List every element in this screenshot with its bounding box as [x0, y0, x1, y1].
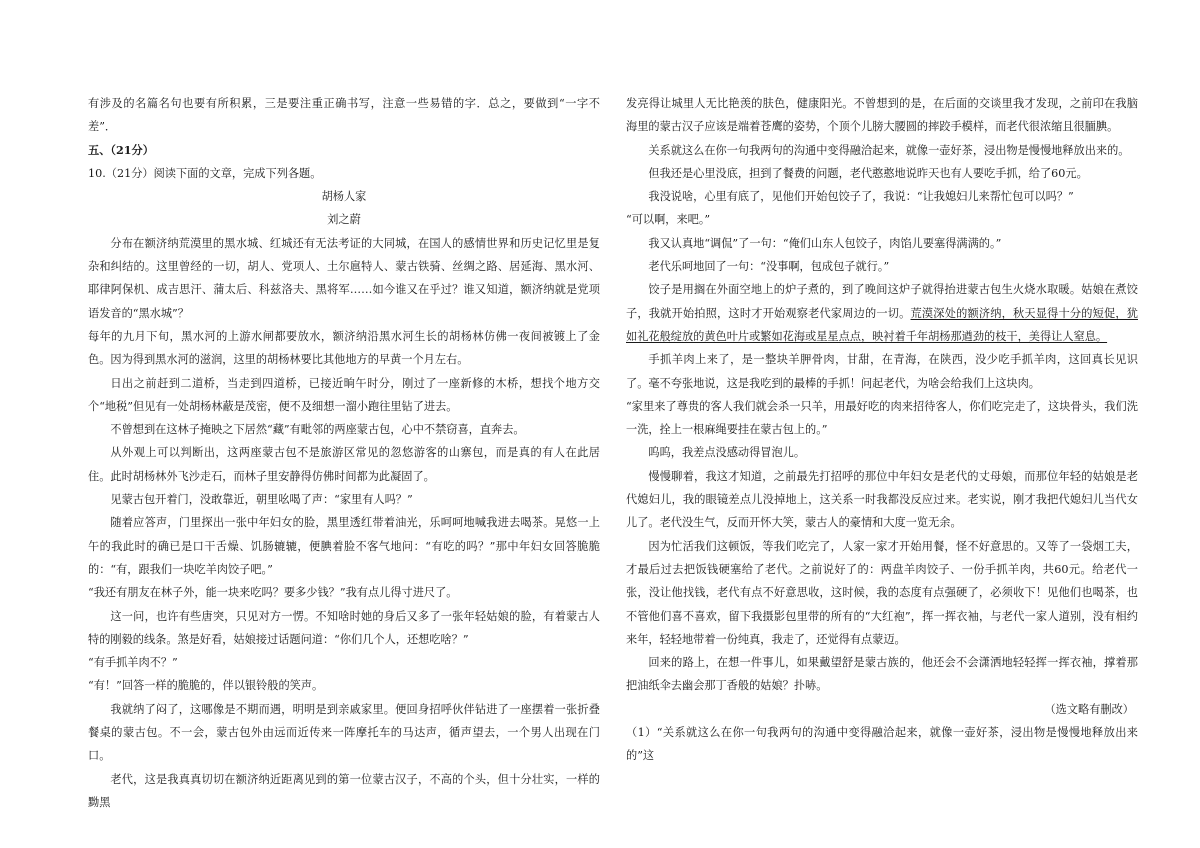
question-stem: 10.（21分）阅读下面的文章，完成下列各题。 — [88, 166, 322, 180]
paragraph: “家里来了尊贵的客人我们就会杀一只羊，用最好吃的肉来招待客人，你们吃完走了，这块骨头，我们洗一洗，拴上一根麻绳要挂在蒙古包上的。” — [626, 399, 1138, 437]
paragraph: “我还有朋友在林子外，能一块来吃吗？要多少钱？”我有点儿得寸进尺了。 — [88, 586, 458, 600]
paragraph: 分布在额济纳荒漠里的黑水城、红城还有无法考证的大同城，在国人的感情世界和历史记忆里是复杂和纠结的。这里曾经的一切，胡人、党项人、土尔扈特人、蒙古铁骑、丝绸之路、居延海、黑水河、耶律阿保机、成吉思汗、蒲太后、科兹洛夫、黑将军……如今谁又在乎过？谁又知道，额济纳就是党项语发音的“黑水城”？ — [88, 236, 600, 320]
paragraph: 不曾想到在这林子掩映之下居然“藏”有毗邻的两座蒙古包，心中不禁窃喜，直奔去。 — [110, 423, 525, 437]
article-title: 胡杨人家 — [321, 190, 367, 204]
paragraph: 日出之前赶到二道桥，当走到四道桥，已接近晌午时分，刚过了一座新修的木桥，想找个地方交个“地税”但见有一处胡杨林蔽是茂密，便不及细想一溜小跑往里钻了进去。 — [88, 376, 600, 413]
paragraph: 但我还是心里没底，担到了餐费的问题，老代憨憨地说昨天也有人要吃手抓，给了60元。 — [648, 166, 1088, 180]
dumpling-text: 饺子是用搁在外面空地上的炉子煮的，到了晚间这炉子就得抬进蒙古包生火烧水取暖。姑娘在煮饺子，我就开始拍照，这时才开始观察老代家周边的一切。 — [626, 283, 1138, 320]
left-column — [88, 92, 600, 814]
paragraph: 慢慢聊着，我这才知道，之前最先打招呼的那位中年妇女是老代的丈母娘，而那位年轻的姑娘是老代媳妇儿，我的眼镜差点儿没掉地上，这关系一时我都没反应过来。老实说，刚才我把代媳妇儿当代女儿了。老代没生气，反而开怀大笑，蒙古人的豪情和大度一览无余。 — [626, 469, 1138, 530]
paragraph: 呜呜，我差点没感动得冒泡儿。 — [648, 446, 806, 460]
paragraph: 我又认真地“调侃”了一句：“俺们山东人包饺子，肉馅儿要塞得满满的。” — [648, 236, 1002, 250]
right-column — [626, 92, 1138, 768]
paragraph: 发亮得让城里人无比艳羡的肤色，健康阳光。不曾想到的是，在后面的交谈里我才发现，之前印在我脑海里的蒙古汉子应该是端着苍鹰的姿势，个顶个儿膀大腰圆的摔跤手模样，而老代很浓缩且很腼腆。 — [626, 97, 1138, 134]
intro-tail: 有涉及的名篇名句也要有所积累，三是要注重正确书写，注意一些易错的字．总之，要做到“一字不差”． — [88, 97, 600, 134]
paragraph: 我就纳了闷了，这哪像是不期而遇，明明是到亲戚家里。便回身招呼伙伴钻进了一座摆着一张折叠餐桌的蒙古包。不一会，蒙古包外由远而近传来一阵摩托车的马达声，循声望去，一个男人出现在门口。 — [88, 702, 600, 763]
source-note: （选文略有删改） — [1044, 702, 1134, 716]
section-heading: 五、（21分） — [88, 142, 154, 157]
paragraph: 我没说啥，心里有底了，见他们开始包饺子了，我说：“让我媳妇儿来帮忙包可以吗？” — [648, 190, 1074, 204]
underlined-sentence: 荒漠深处的额济纳，秋天显得十分的短促，犹如礼花般绽放的黄色叶片或繁如花海或星星点点，映衬着千年胡杨那遒劲的枝干，美得让人窒息。 — [626, 306, 1138, 343]
paragraph: 随着应答声，门里探出一张中年妇女的脸，黑里透红带着油光，乐呵呵地喊我进去喝茶。晃悠一上午的我此时的确已是口干舌燥、饥肠辘辘，便腆着脸不客气地问：“有吃的吗？”那中年妇女回答脆脆的：“有，跟我们一块吃羊肉饺子吧。” — [88, 516, 600, 576]
paragraph: “可以啊，来吧。” — [626, 213, 711, 227]
paragraph: 手抓羊肉上来了，是一整块羊胛骨肉，甘甜，在青海，在陕西，没少吃手抓羊肉，这回真长见识了。毫不夸张地说，这是我吃到的最棒的手抓！问起老代，为啥会给我们上这块肉。 — [626, 353, 1138, 390]
article-author: 刘之蔚 — [327, 213, 361, 227]
sub-question-1: （1）“关系就这么在你一句我两句的沟通中变得融洽起来，就像一壶好茶，浸出物是慢慢地释放出来的”这 — [626, 726, 1138, 763]
paragraph: “有！”回答一样的脆脆的，伴以银铃般的笑声。 — [88, 679, 324, 693]
paragraph: “有手抓羊肉不？” — [88, 656, 178, 670]
paragraph: 从外观上可以判断出，这两座蒙古包不是旅游区常见的忽悠游客的山寨包，而是真的有人在此居住。此时胡杨林外飞沙走石，而林子里安静得仿佛时间都为此凝固了。 — [88, 446, 600, 483]
paragraph: 老代，这是我真真切切在额济纳近距离见到的第一位蒙古汉子，不高的个头，但十分壮实，一样的黝黑 — [88, 772, 600, 809]
paragraph: 因为忙活我们这顿饭，等我们吃完了，人家一家才开始用餐，怪不好意思的。又等了一袋烟工夫，才最后过去把饭钱硬塞给了老代。之前说好了的：两盘羊肉饺子、一份手抓羊肉，共60元。给老代一张，没让他找钱，老代有点不好意思收，这时候，我的态度有点强硬了，必须收下！见他们也喝茶，也不管他们喜不喜欢，留下我摄影包里带的所有的“大红袍”，挥一挥衣袖，与老代一家人道别，没有相约来年，轻轻地带着一份纯真，我走了，还觉得有点蒙迈。 — [626, 539, 1138, 646]
paragraph: 关系就这么在你一句我两句的沟通中变得融洽起来，就像一壶好茶，浸出物是慢慢地释放出来的。 — [648, 143, 1130, 157]
paragraph-dumplings — [626, 278, 1138, 348]
paragraph: 这一问，也许有些唐突，只见对方一愣。不知啥时她的身后又多了一张年轻姑娘的脸，有着蒙古人特的刚毅的线条。煞是好看，姑娘接过话题问道：“你们几个人，还想吃啥？” — [88, 609, 600, 646]
paragraph: 老代乐呵地回了一句：“没事啊，包成包子就行。” — [648, 260, 890, 274]
paragraph: 每年的九月下旬，黑水河的上游水闸都要放水，额济纳沿黑水河生长的胡杨林仿佛一夜间被镀上了金色。因为得到黑水河的滋润，这里的胡杨林要比其他地方的早黄一个月左右。 — [88, 329, 600, 367]
paragraph: 见蒙古包开着门，没敢靠近，朝里吆喝了声：“家里有人吗？” — [110, 493, 413, 507]
paragraph: 回来的路上，在想一件事儿，如果戴望舒是蒙古族的，他还会不会潇洒地轻轻挥一挥衣袖，撑着那把油纸伞去幽会那丁香般的姑娘？扑哧。 — [626, 656, 1138, 693]
